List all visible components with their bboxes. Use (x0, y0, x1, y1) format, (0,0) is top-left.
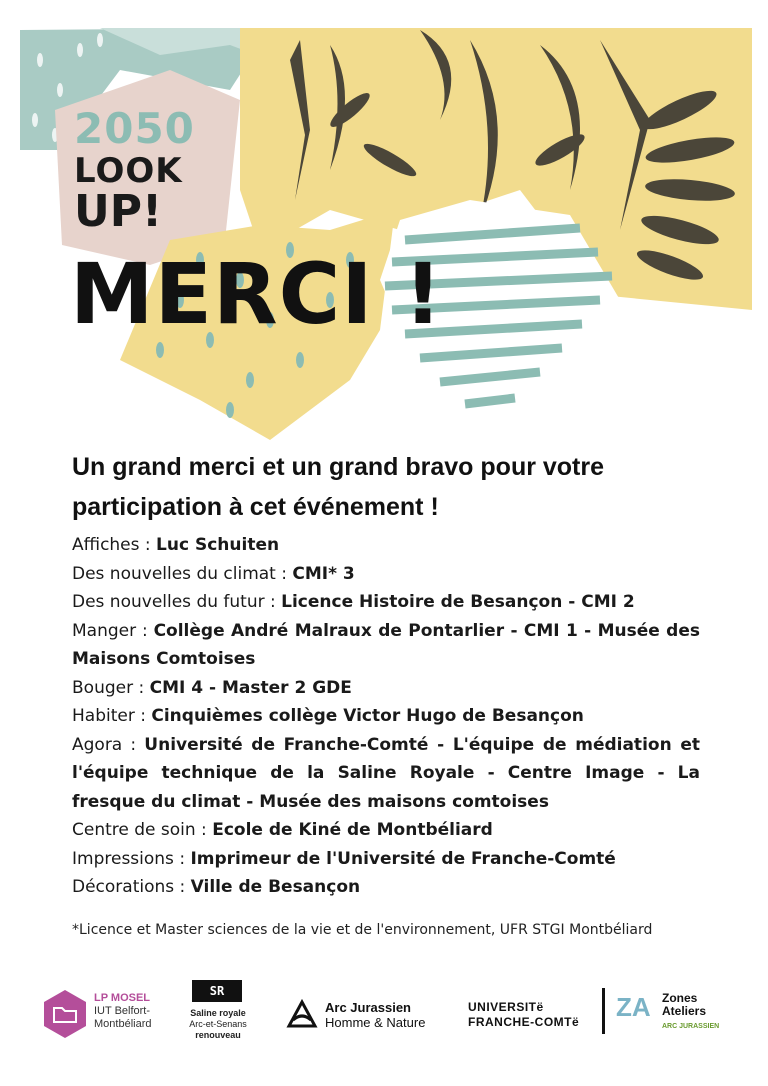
logo-arc-jurassien (283, 978, 448, 1048)
folder-hexagon-icon (42, 988, 88, 1038)
credit-item (72, 845, 700, 874)
credit-category: Agora : (72, 734, 137, 755)
credit-category: Bouger : (72, 677, 145, 698)
credit-item (72, 588, 700, 617)
arc-jurassien-line1: Arc Jurassien (325, 1000, 411, 1015)
credit-item (72, 731, 700, 817)
credit-value: Collège André Malraux de Pontarlier - CMI 1 - Musée des Maisons Comtoises (72, 620, 700, 669)
page-title: MERCI ! (70, 245, 444, 343)
partner-logos (40, 978, 740, 1048)
credit-item (72, 816, 700, 845)
lp-mosel-line3: Montbéliard (94, 1018, 152, 1030)
credit-category: Habiter : (72, 706, 146, 726)
logo-saline-royale (180, 978, 260, 1048)
logo-universite (464, 978, 584, 1048)
credit-value: Imprimeur de l'Université de Franche-Comté (190, 848, 616, 869)
arc-jurassien-line2: Homme & Nature (325, 1015, 426, 1030)
event-logo (74, 104, 195, 237)
zones-ateliers-line2: Ateliers (662, 1004, 707, 1018)
zones-ateliers-mark: ZA (616, 992, 651, 1022)
credit-value: Cinquièmes collège Victor Hugo de Besançon (151, 706, 584, 726)
universite-line1: UNIVERSITë (468, 1000, 544, 1014)
credit-item (72, 702, 700, 731)
logo-lp-mosel (40, 978, 170, 1048)
credit-category: Décorations : (72, 877, 186, 897)
credit-item (72, 617, 700, 674)
credit-category: Centre de soin : (72, 820, 207, 840)
credits-list (72, 531, 700, 902)
lp-mosel-line2: IUT Belfort- (94, 1005, 151, 1017)
credit-value: Université de Franche-Comté - L'équipe de médiation et l'équipe technique de la Saline Royale - Centre Image - La fresque du climat - Musée des maisons comtoises (72, 734, 700, 812)
logo-up: UP! (74, 186, 163, 237)
credit-item (72, 560, 700, 589)
credit-value: Ville de Besançon (190, 877, 361, 897)
credit-category: Affiches : (72, 535, 151, 555)
saline-line3: renouveau (195, 1030, 241, 1040)
logo-look: LOOK (74, 151, 183, 191)
credit-value: CMI 4 - Master 2 GDE (149, 677, 352, 698)
zones-ateliers-line3: ARC JURASSIEN (662, 1023, 720, 1030)
zones-ateliers-line1: Zones (662, 991, 698, 1005)
lp-mosel-title: LP MOSEL (94, 992, 151, 1004)
footnote: *Licence et Master sciences de la vie et de l'environnement, UFR STGI Montbéliard (72, 922, 653, 938)
saline-line1: Saline royale (190, 1008, 246, 1018)
credit-category: Impressions : (72, 848, 186, 869)
logo-zones-ateliers (600, 978, 730, 1048)
thanks-content (72, 447, 700, 902)
arc-jurassien-icon (285, 998, 319, 1030)
credit-value: Luc Schuiten (156, 535, 280, 555)
credit-value: CMI* 3 (292, 563, 355, 584)
credit-category: Des nouvelles du futur : (72, 592, 276, 612)
universite-line2: FRANCHE-COMTë (468, 1015, 580, 1029)
headline: Un grand merci et un grand bravo pour votre participation à cet événement ! (72, 453, 605, 521)
credit-category: Manger : (72, 620, 148, 641)
credit-item (72, 873, 700, 902)
credit-value: Licence Histoire de Besançon - CMI 2 (281, 592, 635, 612)
credit-value: Ecole de Kiné de Montbéliard (212, 820, 493, 840)
credit-item (72, 674, 700, 703)
saline-line2: Arc-et-Senans (189, 1019, 247, 1029)
credit-item (72, 531, 700, 560)
saline-mark: SR (192, 980, 242, 1002)
credit-category: Des nouvelles du climat : (72, 563, 287, 584)
logo-year: 2050 (74, 104, 195, 153)
